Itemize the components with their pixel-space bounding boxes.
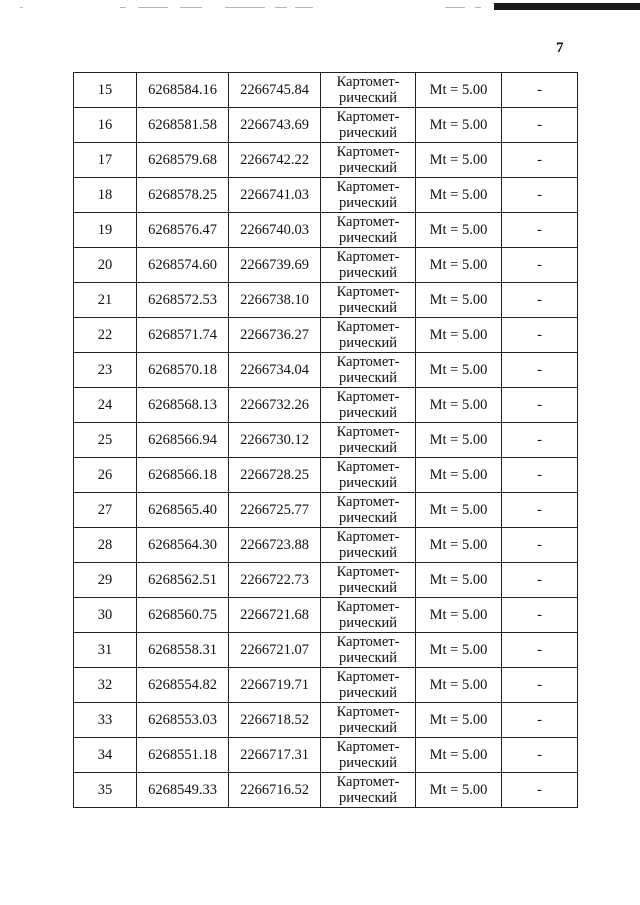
x-coordinate-cell: 6268560.75 bbox=[137, 598, 229, 633]
method-cell bbox=[321, 458, 416, 493]
table-row bbox=[74, 388, 578, 423]
extra-cell: - bbox=[502, 73, 578, 108]
method-cell bbox=[321, 738, 416, 773]
extra-cell: - bbox=[502, 773, 578, 808]
accuracy-cell: Mt = 5.00 bbox=[416, 458, 502, 493]
x-coordinate-cell: 6268553.03 bbox=[137, 703, 229, 738]
point-number-cell: 15 bbox=[74, 73, 137, 108]
y-coordinate-cell: 2266741.03 bbox=[229, 178, 321, 213]
accuracy-cell: Mt = 5.00 bbox=[416, 283, 502, 318]
method-line-2: рический bbox=[338, 90, 398, 106]
accuracy-cell: Mt = 5.00 bbox=[416, 633, 502, 668]
y-coordinate-cell: 2266718.52 bbox=[229, 703, 321, 738]
table-row bbox=[74, 423, 578, 458]
method-cell bbox=[321, 108, 416, 143]
table-row bbox=[74, 738, 578, 773]
y-coordinate-cell: 2266716.52 bbox=[229, 773, 321, 808]
y-coordinate-cell: 2266728.25 bbox=[229, 458, 321, 493]
method-line-1: Картомет- bbox=[336, 354, 400, 370]
table-row bbox=[74, 318, 578, 353]
table-row bbox=[74, 73, 578, 108]
accuracy-cell: Mt = 5.00 bbox=[416, 703, 502, 738]
method-cell bbox=[321, 178, 416, 213]
method-line-2: рический bbox=[338, 335, 398, 351]
extra-cell: - bbox=[502, 703, 578, 738]
method-cell bbox=[321, 633, 416, 668]
method-line-1: Картомет- bbox=[336, 494, 400, 510]
method-cell bbox=[321, 668, 416, 703]
y-coordinate-cell: 2266730.12 bbox=[229, 423, 321, 458]
table-row bbox=[74, 143, 578, 178]
page-number: 7 bbox=[556, 40, 564, 56]
extra-cell: - bbox=[502, 143, 578, 178]
method-cell bbox=[321, 143, 416, 178]
point-number-cell: 22 bbox=[74, 318, 137, 353]
x-coordinate-cell: 6268551.18 bbox=[137, 738, 229, 773]
y-coordinate-cell: 2266743.69 bbox=[229, 108, 321, 143]
point-number-cell: 31 bbox=[74, 633, 137, 668]
extra-cell: - bbox=[502, 423, 578, 458]
scan-noise bbox=[20, 6, 490, 10]
method-line-2: рический bbox=[338, 405, 398, 421]
method-line-1: Картомет- bbox=[336, 529, 400, 545]
extra-cell: - bbox=[502, 738, 578, 773]
x-coordinate-cell: 6268578.25 bbox=[137, 178, 229, 213]
extra-cell: - bbox=[502, 668, 578, 703]
extra-cell: - bbox=[502, 108, 578, 143]
method-line-1: Картомет- bbox=[336, 669, 400, 685]
table-row bbox=[74, 493, 578, 528]
method-cell bbox=[321, 563, 416, 598]
point-number-cell: 25 bbox=[74, 423, 137, 458]
method-cell bbox=[321, 248, 416, 283]
method-cell bbox=[321, 283, 416, 318]
y-coordinate-cell: 2266721.68 bbox=[229, 598, 321, 633]
x-coordinate-cell: 6268562.51 bbox=[137, 563, 229, 598]
method-cell bbox=[321, 528, 416, 563]
method-cell bbox=[321, 773, 416, 808]
accuracy-cell: Mt = 5.00 bbox=[416, 178, 502, 213]
method-line-1: Картомет- bbox=[336, 284, 400, 300]
y-coordinate-cell: 2266725.77 bbox=[229, 493, 321, 528]
method-cell bbox=[321, 388, 416, 423]
method-line-2: рический bbox=[338, 195, 398, 211]
point-number-cell: 28 bbox=[74, 528, 137, 563]
point-number-cell: 19 bbox=[74, 213, 137, 248]
x-coordinate-cell: 6268549.33 bbox=[137, 773, 229, 808]
accuracy-cell: Mt = 5.00 bbox=[416, 563, 502, 598]
method-line-2: рический bbox=[338, 545, 398, 561]
x-coordinate-cell: 6268558.31 bbox=[137, 633, 229, 668]
accuracy-cell: Mt = 5.00 bbox=[416, 598, 502, 633]
scan-edge-bar bbox=[494, 3, 640, 10]
method-cell bbox=[321, 493, 416, 528]
method-line-2: рический bbox=[338, 300, 398, 316]
method-cell bbox=[321, 703, 416, 738]
extra-cell: - bbox=[502, 388, 578, 423]
point-number-cell: 23 bbox=[74, 353, 137, 388]
point-number-cell: 29 bbox=[74, 563, 137, 598]
method-line-1: Картомет- bbox=[336, 564, 400, 580]
point-number-cell: 32 bbox=[74, 668, 137, 703]
method-line-1: Картомет- bbox=[336, 389, 400, 405]
method-line-2: рический bbox=[338, 265, 398, 281]
point-number-cell: 16 bbox=[74, 108, 137, 143]
y-coordinate-cell: 2266732.26 bbox=[229, 388, 321, 423]
method-line-1: Картомет- bbox=[336, 214, 400, 230]
y-coordinate-cell: 2266740.03 bbox=[229, 213, 321, 248]
y-coordinate-cell: 2266742.22 bbox=[229, 143, 321, 178]
y-coordinate-cell: 2266721.07 bbox=[229, 633, 321, 668]
y-coordinate-cell: 2266739.69 bbox=[229, 248, 321, 283]
method-line-2: рический bbox=[338, 160, 398, 176]
accuracy-cell: Mt = 5.00 bbox=[416, 143, 502, 178]
x-coordinate-cell: 6268581.58 bbox=[137, 108, 229, 143]
method-cell bbox=[321, 213, 416, 248]
method-line-1: Картомет- bbox=[336, 774, 400, 790]
method-line-1: Картомет- bbox=[336, 739, 400, 755]
extra-cell: - bbox=[502, 458, 578, 493]
accuracy-cell: Mt = 5.00 bbox=[416, 318, 502, 353]
method-line-2: рический bbox=[338, 580, 398, 596]
accuracy-cell: Mt = 5.00 bbox=[416, 668, 502, 703]
table-row bbox=[74, 283, 578, 318]
point-number-cell: 34 bbox=[74, 738, 137, 773]
x-coordinate-cell: 6268579.68 bbox=[137, 143, 229, 178]
extra-cell: - bbox=[502, 178, 578, 213]
table-row bbox=[74, 598, 578, 633]
x-coordinate-cell: 6268566.18 bbox=[137, 458, 229, 493]
table-row bbox=[74, 773, 578, 808]
point-number-cell: 27 bbox=[74, 493, 137, 528]
method-line-2: рический bbox=[338, 755, 398, 771]
method-line-1: Картомет- bbox=[336, 459, 400, 475]
table-row bbox=[74, 213, 578, 248]
point-number-cell: 35 bbox=[74, 773, 137, 808]
table-row bbox=[74, 703, 578, 738]
method-line-2: рический bbox=[338, 440, 398, 456]
point-number-cell: 17 bbox=[74, 143, 137, 178]
coordinates-table-body bbox=[74, 73, 578, 808]
extra-cell: - bbox=[502, 598, 578, 633]
x-coordinate-cell: 6268565.40 bbox=[137, 493, 229, 528]
extra-cell: - bbox=[502, 213, 578, 248]
x-coordinate-cell: 6268574.60 bbox=[137, 248, 229, 283]
y-coordinate-cell: 2266723.88 bbox=[229, 528, 321, 563]
table-row bbox=[74, 528, 578, 563]
point-number-cell: 20 bbox=[74, 248, 137, 283]
point-number-cell: 21 bbox=[74, 283, 137, 318]
table-row bbox=[74, 563, 578, 598]
method-cell bbox=[321, 353, 416, 388]
x-coordinate-cell: 6268554.82 bbox=[137, 668, 229, 703]
extra-cell: - bbox=[502, 633, 578, 668]
method-line-2: рический bbox=[338, 685, 398, 701]
x-coordinate-cell: 6268571.74 bbox=[137, 318, 229, 353]
method-cell bbox=[321, 598, 416, 633]
table-row bbox=[74, 633, 578, 668]
accuracy-cell: Mt = 5.00 bbox=[416, 423, 502, 458]
y-coordinate-cell: 2266734.04 bbox=[229, 353, 321, 388]
method-cell bbox=[321, 318, 416, 353]
x-coordinate-cell: 6268572.53 bbox=[137, 283, 229, 318]
method-cell bbox=[321, 423, 416, 458]
point-number-cell: 26 bbox=[74, 458, 137, 493]
coordinates-table bbox=[73, 72, 578, 808]
method-line-1: Картомет- bbox=[336, 109, 400, 125]
y-coordinate-cell: 2266719.71 bbox=[229, 668, 321, 703]
x-coordinate-cell: 6268568.13 bbox=[137, 388, 229, 423]
table-row bbox=[74, 248, 578, 283]
method-line-2: рический bbox=[338, 650, 398, 666]
y-coordinate-cell: 2266745.84 bbox=[229, 73, 321, 108]
method-line-2: рический bbox=[338, 230, 398, 246]
extra-cell: - bbox=[502, 528, 578, 563]
x-coordinate-cell: 6268566.94 bbox=[137, 423, 229, 458]
accuracy-cell: Mt = 5.00 bbox=[416, 388, 502, 423]
y-coordinate-cell: 2266717.31 bbox=[229, 738, 321, 773]
accuracy-cell: Mt = 5.00 bbox=[416, 353, 502, 388]
x-coordinate-cell: 6268584.16 bbox=[137, 73, 229, 108]
accuracy-cell: Mt = 5.00 bbox=[416, 493, 502, 528]
extra-cell: - bbox=[502, 248, 578, 283]
method-line-2: рический bbox=[338, 615, 398, 631]
accuracy-cell: Mt = 5.00 bbox=[416, 213, 502, 248]
accuracy-cell: Mt = 5.00 bbox=[416, 773, 502, 808]
table-row bbox=[74, 353, 578, 388]
table-row bbox=[74, 668, 578, 703]
method-line-1: Картомет- bbox=[336, 634, 400, 650]
method-line-2: рический bbox=[338, 510, 398, 526]
point-number-cell: 24 bbox=[74, 388, 137, 423]
point-number-cell: 33 bbox=[74, 703, 137, 738]
extra-cell: - bbox=[502, 353, 578, 388]
y-coordinate-cell: 2266722.73 bbox=[229, 563, 321, 598]
method-line-2: рический bbox=[338, 475, 398, 491]
x-coordinate-cell: 6268570.18 bbox=[137, 353, 229, 388]
accuracy-cell: Mt = 5.00 bbox=[416, 738, 502, 773]
y-coordinate-cell: 2266736.27 bbox=[229, 318, 321, 353]
table-row bbox=[74, 458, 578, 493]
method-line-2: рический bbox=[338, 125, 398, 141]
table-row bbox=[74, 108, 578, 143]
method-line-2: рический bbox=[338, 720, 398, 736]
extra-cell: - bbox=[502, 563, 578, 598]
method-line-2: рический bbox=[338, 790, 398, 806]
extra-cell: - bbox=[502, 283, 578, 318]
method-line-1: Картомет- bbox=[336, 144, 400, 160]
y-coordinate-cell: 2266738.10 bbox=[229, 283, 321, 318]
extra-cell: - bbox=[502, 493, 578, 528]
point-number-cell: 30 bbox=[74, 598, 137, 633]
accuracy-cell: Mt = 5.00 bbox=[416, 108, 502, 143]
method-cell bbox=[321, 73, 416, 108]
accuracy-cell: Mt = 5.00 bbox=[416, 73, 502, 108]
point-number-cell: 18 bbox=[74, 178, 137, 213]
method-line-1: Картомет- bbox=[336, 424, 400, 440]
method-line-1: Картомет- bbox=[336, 704, 400, 720]
method-line-1: Картомет- bbox=[336, 319, 400, 335]
table-row bbox=[74, 178, 578, 213]
method-line-1: Картомет- bbox=[336, 74, 400, 90]
extra-cell: - bbox=[502, 318, 578, 353]
method-line-1: Картомет- bbox=[336, 249, 400, 265]
method-line-1: Картомет- bbox=[336, 599, 400, 615]
x-coordinate-cell: 6268564.30 bbox=[137, 528, 229, 563]
accuracy-cell: Mt = 5.00 bbox=[416, 248, 502, 283]
method-line-2: рический bbox=[338, 370, 398, 386]
x-coordinate-cell: 6268576.47 bbox=[137, 213, 229, 248]
accuracy-cell: Mt = 5.00 bbox=[416, 528, 502, 563]
method-line-1: Картомет- bbox=[336, 179, 400, 195]
